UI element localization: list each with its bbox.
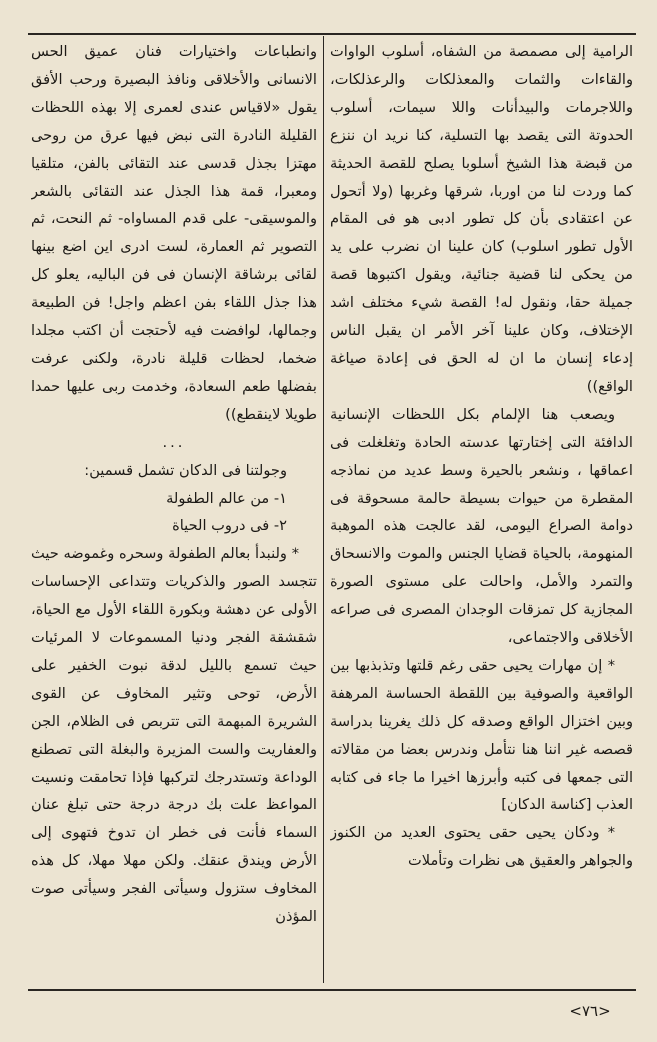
paragraph: وانطباعات واختيارات فنان عميق الحس الانسانى والأخلاقى ونافذ البصيرة ورحب الأفق يقول «لاقياس عندى لعمرى إلا بهذه اللحظات القليلة النادرة التى نبض فيها عرق من روحى مهتزا بجذل قدسى عند التقائى بالفن، متلقيا ومعبرا، قمة هذا الجذل عند التقائى بالشعر والموسيقى- على قدم المساواه- ثم النحت، ثم التصوير ثم العمارة، لست ادرى اين اضع بينها لقائى برشاقة الإنسان فى فن الباليه، يعلو كل هذا جذل اللقاء بفن اعظم واجل! فن الطبيعة وجمالها، لوافضت فيه لأحتجت أن اكتب مجلدا ضخما، لحظات قليلة نادرة، ولكنى عرفت بفضلها طعم السعادة، وخدمت ربى عليها حمدا طويلا لاينقطع)) [31, 43, 317, 423]
paragraph: * ودكان يحيى حقى يحتوى العديد من الكنوز والجواهر والعقيق هى نظرات وتأملات [330, 824, 633, 870]
right-column [330, 38, 633, 982]
paragraph: ويصعب هنا الإلمام بكل اللحظات الإنسانية الدافئة التى إختارتها عدسته الحادة وتغلغلت فى اعماقها ، ونشعر بالحيرة وسط عديد من نماذجه المقطرة من حيوات بسيطة حالمة مسحوقة فى دوامة الصراع اليومى، لقد عالجت هذه الموهبة المنهومة، بالحياة قضايا الجنس والموت والانسحاق والتمرد والأمل، واحالت على مستوى الصورة المجازية كل تمزقات الوجدان المصرى فى صراعه الأخلاقى والاجتماعى، [330, 405, 633, 647]
column-separator [323, 36, 324, 983]
page-number: <٧٦> [569, 1002, 611, 1020]
paragraph: * ولنبدأ بعالم الطفولة وسحره وغموضه حيث تتجسد الصور والذكريات وتتداعى الإحساسات الأولى عن دهشة وبكورة اللقاء الأول مع الحياة، شقشقة الفجر ودنيا المسموعات لا المرئيات حيث تسمع بالليل لدقة نبوت الخفير على الأرض، توحى وتثير المخاوف عن القوى الشريرة المبهمة التى تتربص فى الظلام، الجن والعفاريت والست المزيرة والبغلة التى تصطنع الوداعة وتستدرجك لتركبها فإذا تحامقت ونسيت المواعظ علت بك درجة درجة حتى تبلغ عنان السماء فأنت فى خطر ان تدوخ فتهوى إلى الأرض ويندق عنقك. ولكن مهلا مهلا، كل هذه المخاوف ستزول وسيأتى الفجر وسيأتى صوت المؤذن [31, 545, 317, 926]
top-rule [28, 33, 636, 35]
section-break: ... [162, 433, 186, 451]
list-intro: وجولتنا فى الدكان تشمل قسمين: [84, 461, 287, 479]
left-column [31, 38, 317, 982]
paragraph: الرامية إلى مصمصة من الشفاه، أسلوب الواوات والقاءات والثمات والمعذلكات والرعذلكات، واللاجرمات والبيدأنات واللا سيمات، أسلوب الحدوتة التى يقصد بها التسلية، كنا نريد ان ننزع من قبضة هذا الشيخ أسلوبا يصلح للقصة الحديثة كما وردت لنا من اوربا، شرقها وغربها (ولا أتحول عن اعتقادى بأن كل تطور ادبى هو فى المقام الأول تطور اسلوب) كان علينا ان نضرب على يد من يحكى لنا قضية جنائية، ويقول اكتبوها قصة جميلة حقا، ونقول له! القصة شيء مختلف اشد الإختلاف، وكان علينا آخر الأمر ان يقبل الناس إدعاء إنسان ما ان له الحق فى إعادة صياغة الواقع)) [330, 43, 633, 395]
bottom-rule [28, 989, 636, 991]
list-item: ٢- فى دروب الحياة [172, 517, 287, 535]
paragraph: * إن مهارات يحيى حقى رغم قلتها وتذبذبها بين الواقعية والصوفية بين اللقطة الحساسة المرهفة وبين اختزال الواقع وصدقه كل ذلك يغرينا بدراسة قصصه غير اننا هنا نتأمل وندرس بعضا من مقالاته التى جمعها فى كتبه وأبرزها اخيرا ما جاء فى كتابه العذب [كناسة الدكان] [330, 656, 633, 814]
list-item: ١- من عالم الطفولة [166, 489, 287, 507]
